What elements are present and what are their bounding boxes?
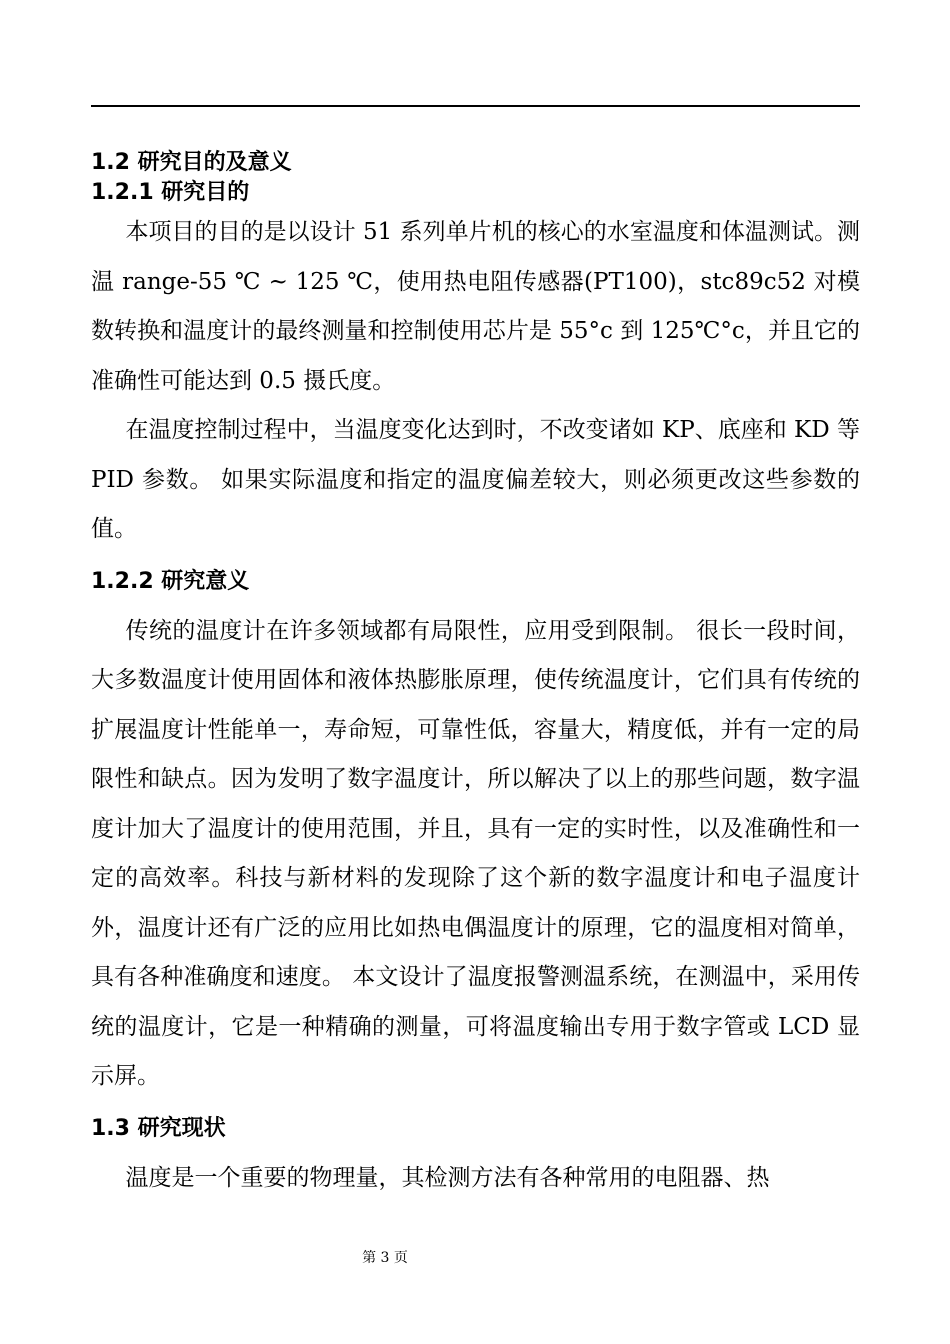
paragraph-research-significance-1: 传统的温度计在许多领域都有局限性，应用受到限制。 很长一段时间，大多数温度计使用固体和液体热膨胀原理，使传统温度计，它们具有传统的扩展温度计性能单一，寿命短，可靠性低，容量大，精度低，并有一定的局限性和缺点。因为发明了数字温度计，所以解决了以上的那些问题，数字温度计加大了温度计的使用范围，并且，具有一定的实时性，以及准确性和一定的高效率。科技与新材料的发现除了这个新的数字温度计和电子温度计外，温度计还有广泛的应用比如热电偶温度计的原理，它的温度相对简单，具有各种准确度和速度。 本文设计了温度报警测温系统，在测温中，采用传统的温度计，它是一种精确的测量，可将温度输出专用于数字管或 LCD 显示屏。	[91, 617, 860, 1089]
section-heading-1-2-2: 1.2.2 研究意义	[91, 568, 250, 594]
header-rule	[91, 105, 860, 107]
page-content	[91, 148, 860, 1203]
page-number: 第 3 页	[362, 1250, 408, 1266]
paragraph-research-purpose-1: 本项目的目的是以设计 51 系列单片机的核心的水室温度和体温测试。测温 range-55 ℃ ~ 125 ℃，使用热电阻传感器(PT100)，stc89c52 对模数转换和温度计的最终测量和控制使用芯片是 55°c 到 125℃°c，并且它的准确性可能达到 0.5 摄氏度。	[91, 219, 860, 394]
section-heading-1-2: 1.2 研究目的及意义	[91, 150, 292, 175]
section-heading-1-2-1: 1.2.1 研究目的	[91, 180, 250, 205]
paragraph-research-status-1: 温度是一个重要的物理量，其检测方法有各种常用的电阻器、热	[125, 1164, 770, 1191]
section-heading-1-3: 1.3 研究现状	[91, 1115, 226, 1141]
paragraph-research-purpose-2: 在温度控制过程中，当温度变化达到时，不改变诸如 KP、底座和 KD 等 PID 参数。 如果实际温度和指定的温度偏差较大，则必须更改这些参数的值。	[91, 417, 860, 542]
